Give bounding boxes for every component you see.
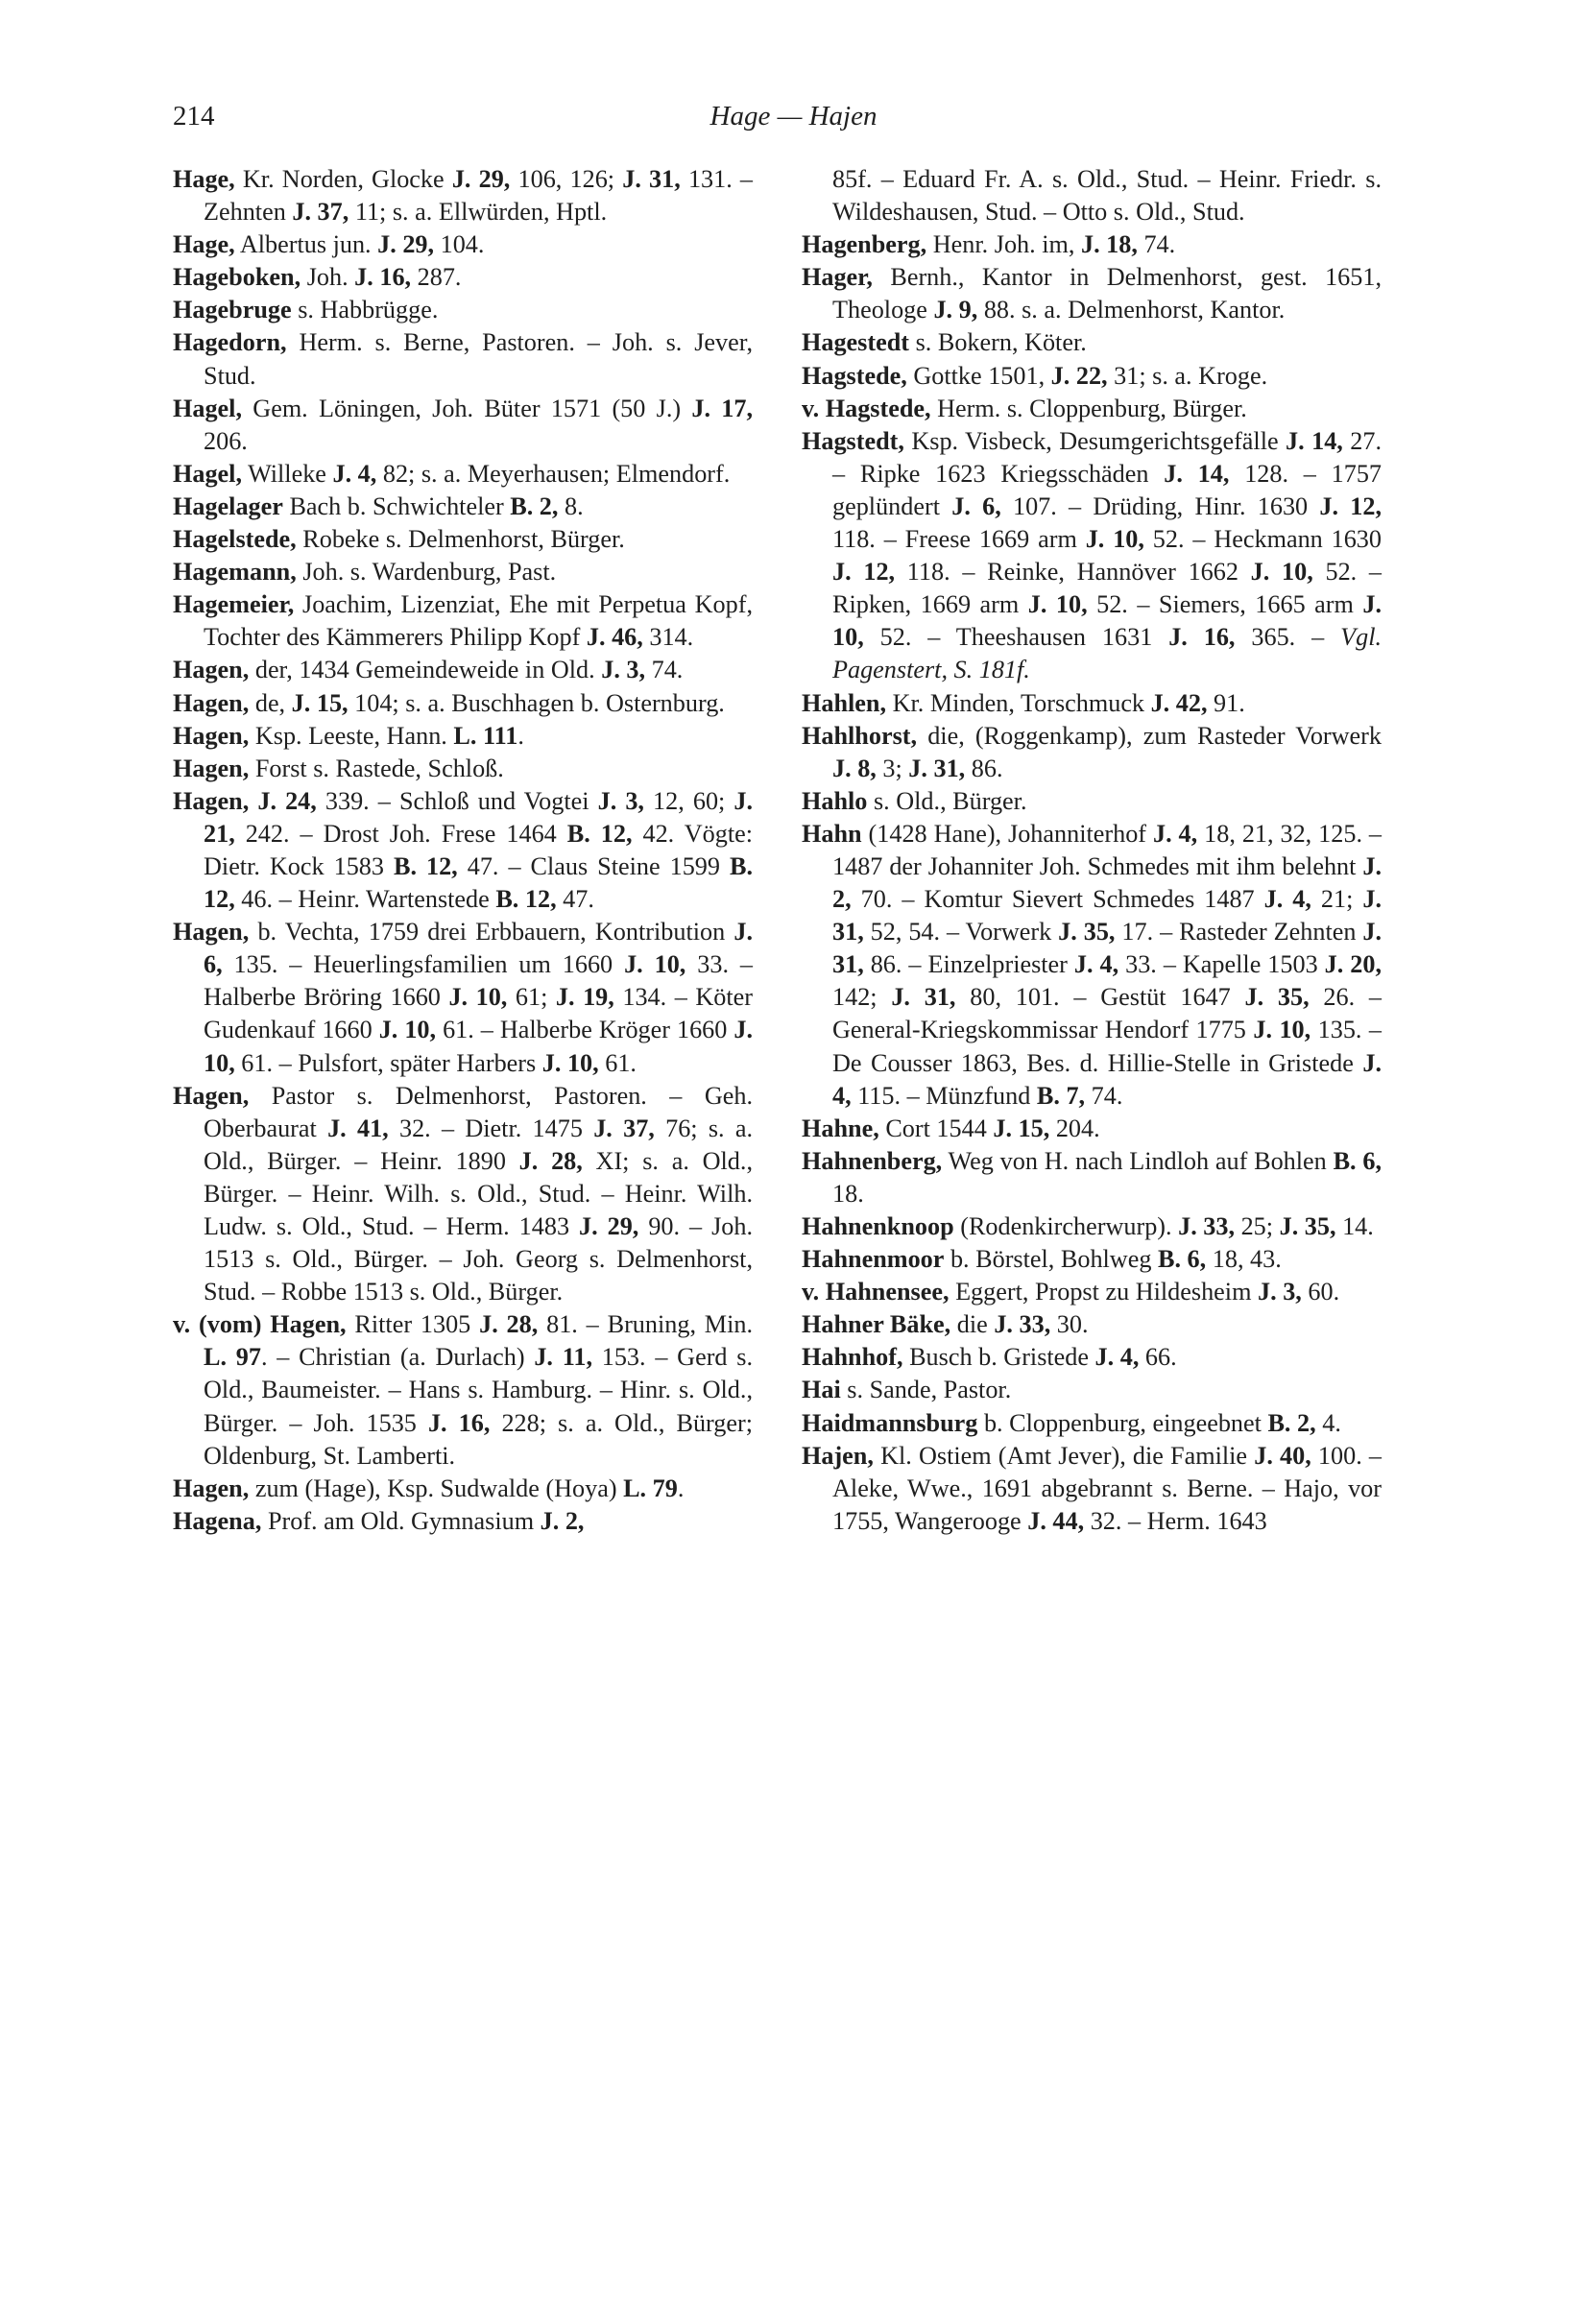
entry-headword: Haidmannsburg (802, 1408, 978, 1437)
entry-text: (1428 Hane), Johanniterhof J. 4, 18, 21, 32, 125. – 1487 der Johanniter Joh. Schmedes mit ihm belehnt J. 2, 70. – Komtur Sievert Schmedes 1487 J. 4, 21; J. 31, 52, 54. – Vorwerk J. 35, 17. – Rasteder Zehnten J. 31, 86. – Einzelpriester J. 4, 33. – Kapelle 1503 J. 20, 142; J. 31, 80, 101. – Gestüt 1647 J. 35, 26. – General-Kriegskommissar Hendorf 1775 J. 10, 135. – De Cousser 1863, Bes. d. Hillie-Stelle in Gristede J. 4, 115. – Münzfund B. 7, 74. (832, 819, 1383, 1110)
entry-text: Kr. Norden, Glocke J. 29, 106, 126; J. 31, 131. – Zehnten J. 37, 11; s. a. Ellwürden, Hptl. (204, 165, 754, 227)
entry-headword: Hahlo (802, 786, 868, 815)
entry-headword: Hagel, (173, 459, 243, 488)
index-entry (802, 1407, 1382, 1440)
entry-text: Busch b. Gristede J. 4, 66. (902, 1343, 1177, 1372)
entry-headword: Hahnenknoop (802, 1212, 954, 1240)
entry-reference-note: Vgl. Pagenstert, S. 181f. (832, 623, 1383, 684)
entry-headword: Hagena, (173, 1506, 262, 1535)
index-column-right (802, 163, 1382, 1538)
index-entry (802, 687, 1382, 720)
index-entry (802, 1440, 1382, 1538)
entry-headword: Hagedorn, (173, 328, 287, 357)
index-entry (173, 1308, 753, 1472)
entry-headword: Hager, (802, 263, 873, 292)
entry-text: Henr. Joh. im, J. 18, 74. (926, 230, 1176, 259)
entry-text: der, 1434 Gemeindeweide in Old. J. 3, 74. (249, 656, 684, 684)
entry-text: s. Old., Bürger. (867, 786, 1027, 815)
index-entry (173, 228, 753, 261)
index-entry (173, 163, 753, 228)
entry-headword: Hahnenmoor (802, 1245, 945, 1274)
index-entry (173, 523, 753, 556)
entry-headword: Hagen, (173, 918, 250, 946)
index-entry (802, 163, 1382, 228)
index-entry (173, 720, 753, 753)
entry-text: Gottke 1501, J. 22, 31; s. a. Kroge. (906, 361, 1268, 390)
entry-text: Forst s. Rastede, Schloß. (249, 754, 504, 782)
entry-text: J. 24, 339. – Schloß und Vogtei J. 3, 12, 60; J. 21, 242. – Drost Joh. Frese 1464 B. 12, 42. Vögte: Dietr. Kock 1583 B. 12, 47. – Claus Steine 1599 B. 12, 46. – Heinr. Wartenstede B. 12, 47. (204, 786, 754, 914)
entry-headword: Hageboken, (173, 263, 301, 292)
entry-text: Bach b. Schwichteler B. 2, 8. (282, 491, 584, 520)
index-entry (173, 916, 753, 1079)
entry-headword: Hage, (173, 230, 235, 259)
index-entry (802, 1145, 1382, 1210)
entry-headword: Hagen, (173, 1081, 250, 1110)
index-entry (802, 261, 1382, 326)
entry-text: Pastor s. Delmenhorst, Pastoren. – Geh. Oberbaurat J. 41, 32. – Dietr. 1475 J. 37, 76; s. a. Old., Bürger. – Heinr. 1890 J. 28, XI; s. a. Old., Bürger. – Heinr. Wilh. s. Old., Stud. – Heinr. Wilh. Ludw. s. Old., Stud. – Herm. 1483 J. 29, 90. – Joh. 1513 s. Old., Bürger. – Joh. Georg s. Delmenhorst, Stud. – Robbe 1513 s. Old., Bürger. (204, 1081, 754, 1306)
entry-headword: Hagebruge (173, 296, 292, 324)
entry-headword: Hahlen, (802, 688, 887, 717)
entry-text: b. Börstel, Bohlweg B. 6, 18, 43. (944, 1245, 1282, 1274)
entry-text: Joachim, Lizenziat, Ehe mit Perpetua Kopf, Tochter des Kämmerers Philipp Kopf J. 46, 314. (204, 590, 753, 652)
entry-text: b. Vechta, 1759 drei Erbbauern, Kontribution J. 6, 135. – Heuerlingsfamilien um 1660 J. 10, 33. – Halberbe Bröring 1660 J. 10, 61; J. 19, 134. – Köter Gudenkauf 1660 J. 10, 61. – Halberbe Kröger 1660 J. 10, 61. – Pulsfort, später Harbers J. 10, 61. (204, 918, 754, 1077)
entry-headword: Hajen, (802, 1441, 874, 1470)
entry-headword: Hagestedt (802, 328, 910, 357)
entry-headword: Hahn (802, 819, 862, 848)
entry-headword: Hagemeier, (173, 590, 295, 619)
entry-headword: Hagstede, (802, 361, 907, 390)
entry-text: Joh. J. 16, 287. (301, 263, 462, 292)
entry-text: s. Sande, Pastor. (840, 1376, 1012, 1404)
entry-headword: Hagelstede, (173, 525, 297, 554)
entry-text: Willeke J. 4, 82; s. a. Meyerhausen; Elmendorf. (242, 459, 731, 488)
entry-headword: Hagstedt, (802, 426, 904, 455)
entry-text: Joh. s. Wardenburg, Past. (296, 558, 557, 587)
entry-text: Kr. Minden, Torschmuck J. 42, 91. (886, 688, 1245, 717)
entry-headword: Hahnhof, (802, 1343, 903, 1372)
index-entry (802, 425, 1382, 687)
index-entry (802, 393, 1382, 425)
index-entry (802, 1243, 1382, 1276)
index-entry (173, 393, 753, 458)
entry-text: 85f. – Eduard Fr. A. s. Old., Stud. – Heinr. Friedr. s. Wildeshausen, Stud. – Otto s. Old., Stud. (832, 165, 1382, 227)
entry-text: zum (Hage), Ksp. Sudwalde (Hoya) L. 79. (249, 1473, 685, 1502)
entry-text: b. Cloppenburg, eingeebnet B. 2, 4. (977, 1408, 1341, 1437)
running-title: Hage — Hajen (709, 101, 878, 132)
entry-text: Robeke s. Delmenhorst, Bürger. (296, 525, 625, 554)
entry-headword: Hai (802, 1376, 841, 1404)
entry-text: s. Bokern, Köter. (909, 328, 1087, 357)
entry-headword: Hagenberg, (802, 230, 927, 259)
entry-headword: Hagen, (173, 721, 250, 750)
index-entry (173, 294, 753, 326)
index-entry (173, 326, 753, 392)
index-entry (802, 720, 1382, 785)
index-entry (802, 1276, 1382, 1308)
entry-text: Albertus jun. J. 29, 104. (234, 230, 485, 259)
entry-text: Kl. Ostiem (Amt Jever), die Familie J. 40, 100. – Aleke, Wwe., 1691 abgebrannt s. Berne. – Hajo, vor 1755, Wangerooge J. 44, 32. – Herm. 1643 (832, 1441, 1383, 1535)
entry-headword: Hahlhorst, (802, 721, 918, 750)
entry-headword: Hahner Bäke, (802, 1310, 951, 1339)
index-entry (173, 1080, 753, 1309)
entry-headword: Hagen, (173, 1473, 250, 1502)
entry-text: die J. 33, 30. (950, 1310, 1089, 1339)
index-entry (173, 261, 753, 294)
entry-text: Herm. s. Berne, Pastoren. – Joh. s. Jever, Stud. (204, 328, 753, 390)
entry-headword: Hagel, (173, 394, 243, 422)
index-entry (802, 360, 1382, 393)
index-entry (173, 458, 753, 491)
entry-headword: Hahne, (802, 1114, 879, 1142)
entry-headword: v. Hagstede, (802, 394, 931, 422)
entry-text: de, J. 15, 104; s. a. Buschhagen b. Osternburg. (249, 688, 725, 717)
index-entry (173, 556, 753, 588)
entry-text: Herm. s. Cloppenburg, Bürger. (930, 394, 1247, 422)
index-entry (173, 687, 753, 720)
entry-text: Ritter 1305 J. 28, 81. – Bruning, Min. L. 97. – Christian (a. Durlach) J. 11, 153. – Gerd s. Old., Baumeister. – Hans s. Hamburg. – Hinr. s. Old., Bürger. – Joh. 1535 J. 16, 228; s. a. Old., Bürger; Oldenburg, St. Lamberti. (204, 1310, 754, 1470)
entry-text: Eggert, Propst zu Hildesheim J. 3, 60. (949, 1278, 1340, 1306)
index-entry (173, 1505, 753, 1538)
index-entry (173, 491, 753, 523)
entry-headword: Hagen, (173, 656, 250, 684)
page-number: 214 (173, 101, 215, 132)
index-entry (802, 228, 1382, 261)
entry-text: Weg von H. nach Lindloh auf Bohlen B. 6, 18. (832, 1146, 1383, 1208)
index-entry (802, 1308, 1382, 1341)
entry-headword: Hagen, (173, 688, 250, 717)
index-entry (802, 1113, 1382, 1145)
index-entry (173, 1473, 753, 1505)
entry-headword: Hagelager (173, 491, 283, 520)
index-entry (173, 753, 753, 785)
entry-text: Prof. am Old. Gymnasium J. 2, (261, 1506, 585, 1535)
entry-text: Bernh., Kantor in Delmenhorst, gest. 1651, Theologe J. 9, 88. s. a. Delmenhorst, Kantor. (832, 263, 1382, 324)
index-entry (802, 1210, 1382, 1243)
entry-text: (Rodenkircherwurp). J. 33, 25; J. 35, 14. (953, 1212, 1374, 1240)
entry-headword: v. Hahnensee, (802, 1278, 950, 1306)
entry-headword: Hagen, (173, 786, 250, 815)
entry-headword: v. (vom) Hagen, (173, 1310, 347, 1339)
index-entry (173, 785, 753, 916)
entry-text: Cort 1544 J. 15, 204. (878, 1114, 1100, 1142)
index-entry (802, 1341, 1382, 1374)
entry-text: Ksp. Leeste, Hann. L. 111. (249, 721, 524, 750)
entry-headword: Hage, (173, 165, 235, 193)
entry-headword: Hagemann, (173, 558, 297, 587)
index-entry (802, 785, 1382, 818)
entry-text: s. Habbrügge. (291, 296, 439, 324)
entry-text: Ksp. Visbeck, Desumgerichtsgefälle J. 14, 27. – Ripke 1623 Kriegsschäden J. 14, 128. – 1757 geplündert J. 6, 107. – Drüding, Hinr. 1630 J. 12, 118. – Freese 1669 arm J. 10, 52. – Heckmann 1630 J. 12, 118. – Reinke, Hannöver 1662 J. 10, 52. – Ripken, 1669 arm J. 10, 52. – Siemers, 1665 arm J. 10, 52. – Theeshausen 1631 J. 16, 365. – (832, 426, 1383, 652)
index-entry (802, 1374, 1382, 1406)
index-entry (802, 818, 1382, 1113)
index-entry (802, 326, 1382, 359)
entry-text: die, (Roggenkamp), zum Rasteder Vorwerk J. 8, 3; J. 31, 86. (832, 721, 1382, 782)
entry-headword: Hahnenberg, (802, 1146, 943, 1175)
index-entry (173, 588, 753, 654)
entry-text: Gem. Löningen, Joh. Büter 1571 (50 J.) J. 17, 206. (204, 394, 753, 455)
index-entry (173, 654, 753, 686)
index-column-left (173, 163, 753, 1538)
entry-headword: Hagen, (173, 754, 250, 782)
